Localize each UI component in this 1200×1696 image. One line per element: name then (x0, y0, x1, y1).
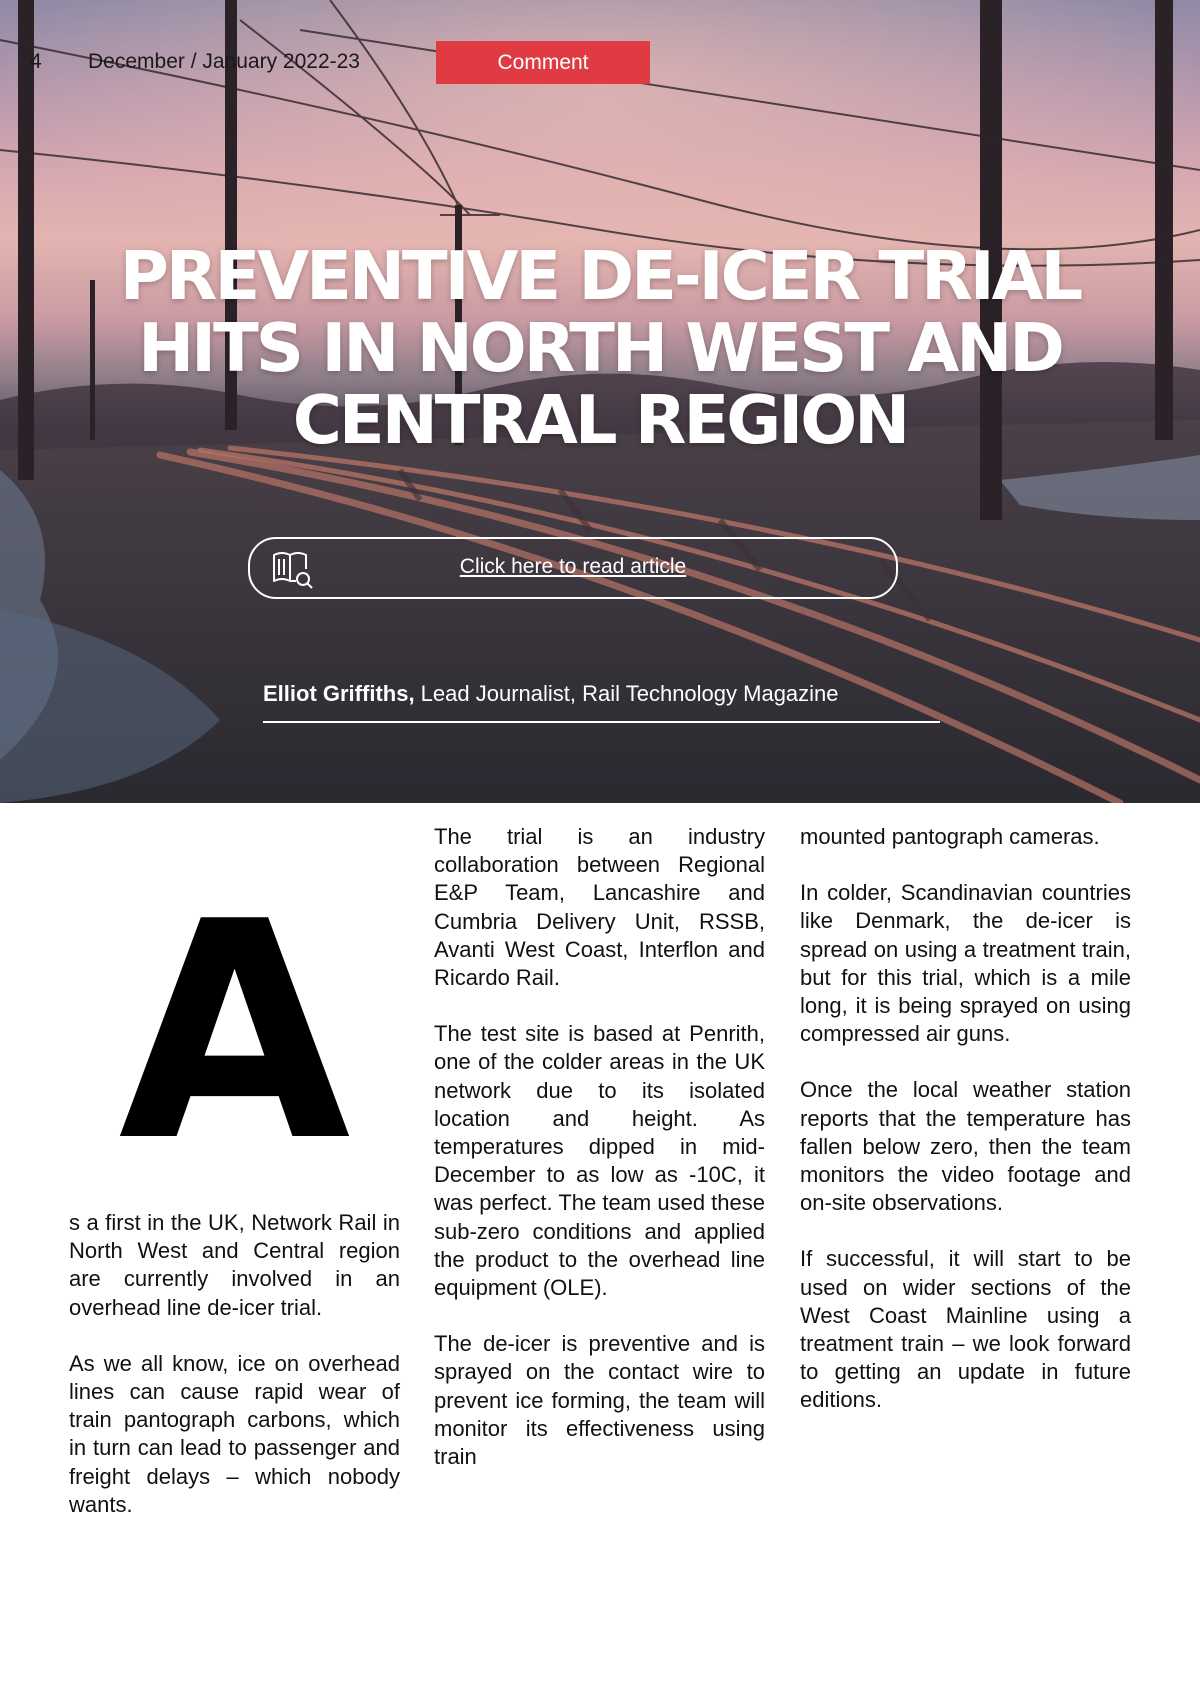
page-number: 4 (30, 50, 42, 73)
author-role: Lead Journalist, Rail Technology Magazine (414, 681, 839, 706)
paragraph: Once the local weather station reports that the temperature has fallen below zero, then the team monitors the video footage and on-site observations. (800, 1077, 1131, 1216)
paragraph: As we all know, ice on overhead lines can cause rapid wear of train pantograph carbons, which in turn can lead to passenger and freight delays – which nobody wants. (69, 1350, 400, 1517)
headline-line-3: CENTRAL REGION (292, 381, 908, 459)
paragraph: s a first in the UK, Network Rail in North West and Central region are currently involved in an overhead line de-icer trial. (69, 1210, 400, 1320)
article-body (0, 803, 1200, 1696)
article-headline (40, 237, 1160, 459)
headline-line-2: HITS IN NORTH WEST AND (138, 309, 1062, 387)
issue-date: December / January 2022-23 (88, 50, 360, 73)
paragraph: In colder, Scandinavian countries like Denmark, the de-icer is spread on using a treatment train, but for this trial, which is a mile long, it is being sprayed on using compressed air guns. (800, 880, 1131, 1047)
headline-line-1: PREVENTIVE DE-ICER TRIAL (119, 237, 1081, 315)
paragraph: mounted pantograph cameras. (800, 824, 1100, 849)
section-tag: Comment (436, 41, 650, 84)
hero-banner (0, 0, 1200, 803)
byline (263, 681, 940, 723)
read-article-link-text[interactable]: Click here to read article (459, 555, 687, 578)
drop-cap: A (118, 858, 351, 1207)
article-column-1 (69, 823, 400, 1547)
paragraph: The trial is an industry collaboration between Regional E&P Team, Lancashire and Cumbria Delivery Unit, RSSB, Avanti West Coast, Interflon and Ricardo Rail. (434, 824, 765, 991)
read-article-button[interactable] (248, 537, 898, 599)
article-column-2 (434, 823, 765, 1499)
paragraph: If successful, it will start to be used on wider sections of the West Coast Mainline using a treatment train – we look forward to getting an update in future editions. (800, 1246, 1131, 1413)
paragraph: The test site is based at Penrith, one of the colder areas in the UK network due to its isolated location and height. As temperatures dipped in mid- December to as low as -10C, it was perfect. The team used these sub-zero conditions and applied the product to the overhead line equipment (OLE). (434, 1021, 765, 1301)
paragraph: The de-icer is preventive and is sprayed on the contact wire to prevent ice forming, the team will monitor its effectiveness using train (434, 1331, 765, 1470)
author-name: Elliot Griffiths, (263, 681, 415, 706)
article-column-3 (800, 823, 1131, 1443)
